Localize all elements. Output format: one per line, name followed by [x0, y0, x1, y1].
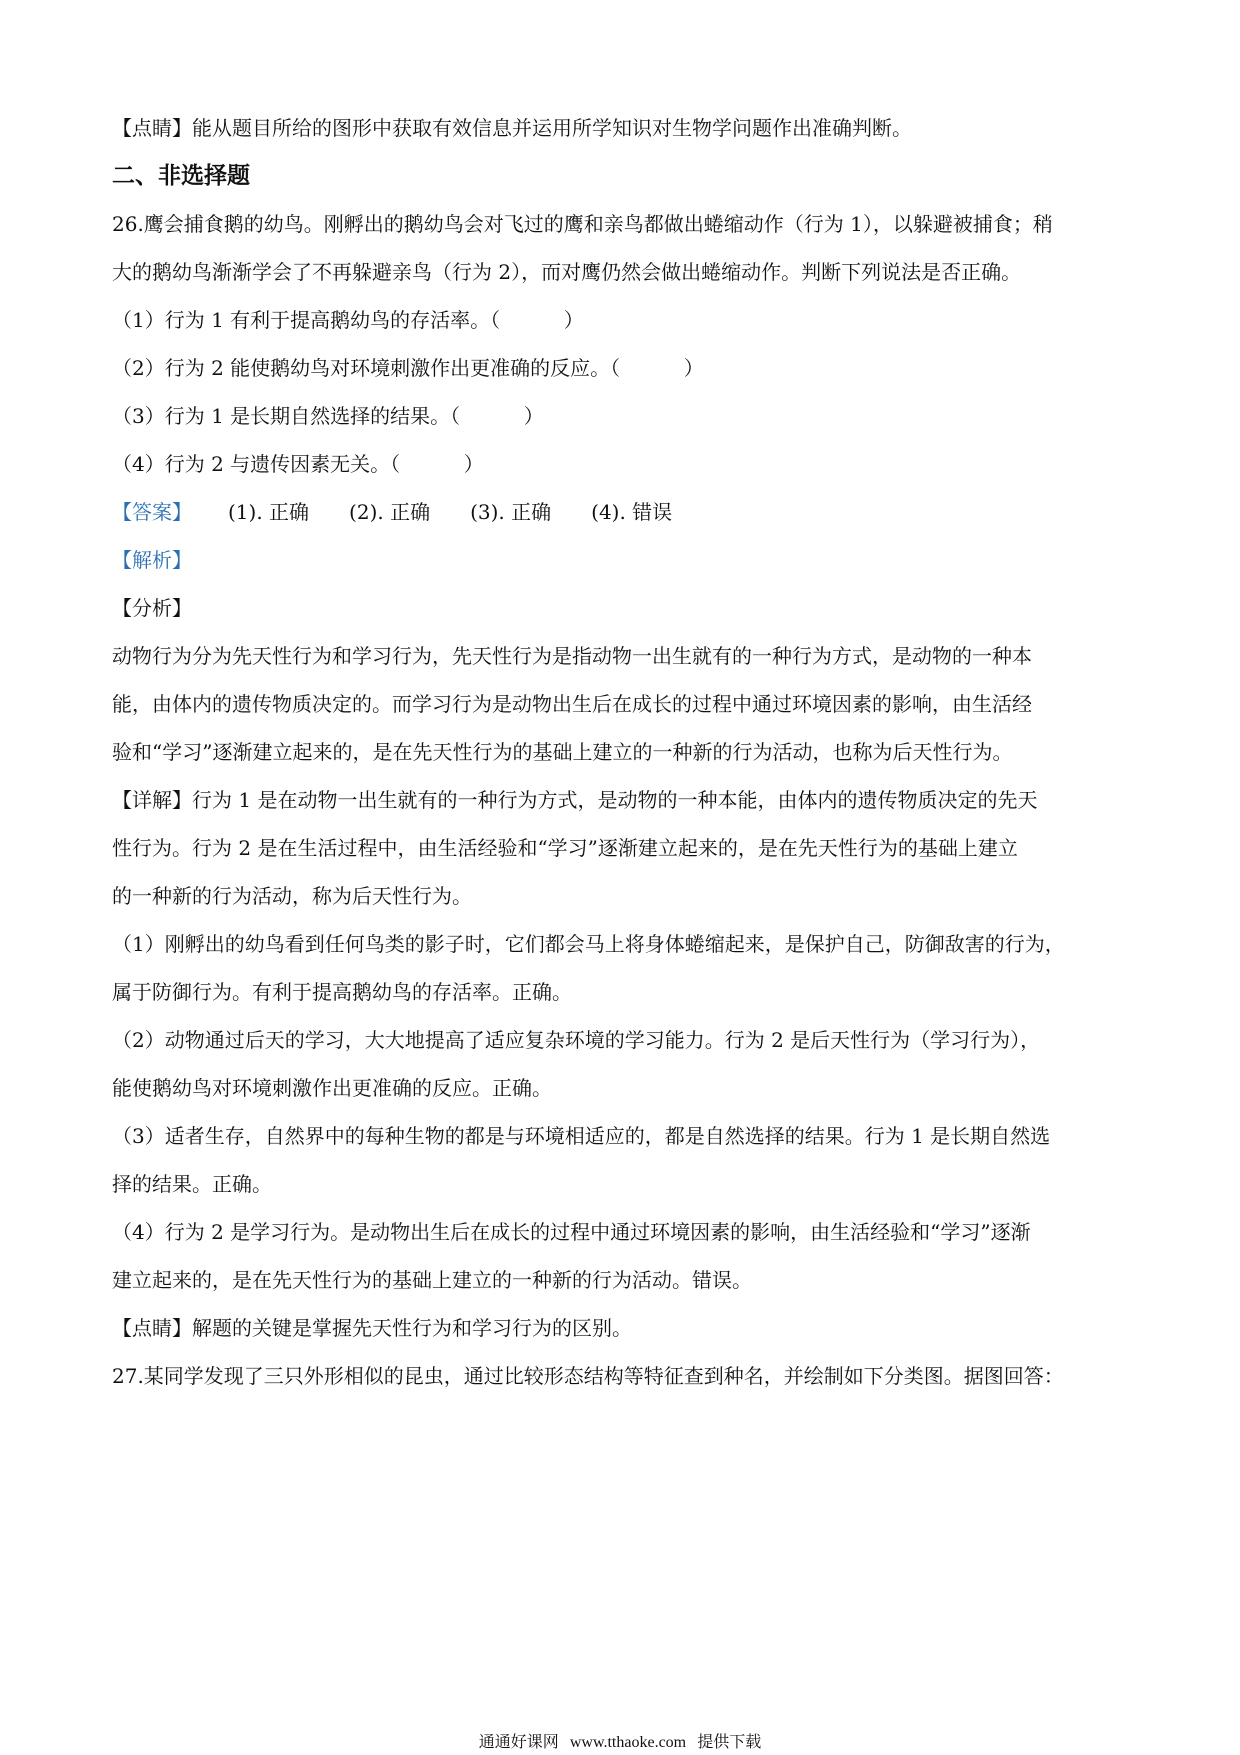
footer-brand: 通通好课网	[478, 1732, 559, 1751]
dianjing-2-tag: 【点睛】	[112, 1316, 192, 1340]
dianjing-2-paragraph	[112, 1304, 1130, 1352]
question-26-statement-2: （2）行为 2 能使鹅幼鸟对环境刺激作出更准确的反应。（ ）	[112, 356, 704, 380]
answer-row	[112, 488, 1130, 536]
detail-1-line-2: 属于防御行为。有利于提高鹅幼鸟的存活率。正确。	[112, 980, 572, 1004]
question-27: 27.某同学发现了三只外形相似的昆虫，通过比较形态结构等特征查到种名，并绘制如下分类图。据图回答：	[112, 1364, 1064, 1388]
dianjing-tag: 【点睛】	[112, 116, 192, 140]
question-26-statement-3: （3）行为 1 是长期自然选择的结果。（ ）	[112, 404, 544, 428]
answer-item-3: (3). 正确	[470, 500, 552, 524]
xiangjie-text-1: 行为 1 是在动物一出生就有的一种行为方式，是动物的一种本能，由体内的遗传物质决定的先天	[192, 788, 1038, 812]
xiangjie-line-1	[112, 776, 1130, 824]
answer-item-4: (4). 错误	[591, 500, 673, 524]
question-26-statement-1: （1）行为 1 有利于提高鹅幼鸟的存活率。（ ）	[112, 308, 584, 332]
dianjing-text: 能从题目所给的图形中获取有效信息并运用所学知识对生物学问题作出准确判断。	[192, 116, 912, 140]
jiexi-label: 【解析】	[112, 548, 192, 572]
xiangjie-line-2: 性行为。行为 2 是在生活过程中，由生活经验和“学习”逐渐建立起来的，是在先天性行为的基础上建立	[112, 836, 1018, 860]
fenxi-line-3: 验和“学习”逐渐建立起来的，是在先天性行为的基础上建立的一种新的行为活动，也称为后天性行为。	[112, 740, 1013, 764]
answer-item-1: (1). 正确	[228, 500, 310, 524]
detail-2-line-2: 能使鹅幼鸟对环境刺激作出更准确的反应。正确。	[112, 1076, 552, 1100]
document-content	[112, 104, 1130, 1400]
xiangjie-tag: 【详解】	[112, 788, 192, 812]
detail-4-line-2: 建立起来的，是在先天性行为的基础上建立的一种新的行为活动。错误。	[112, 1268, 752, 1292]
section-title: 二、非选择题	[112, 163, 250, 189]
footer-site-link[interactable]: www.tthaoke.com	[569, 1734, 687, 1751]
answer-label: 【答案】	[112, 500, 192, 524]
dianjing-2-text: 解题的关键是掌握先天性行为和学习行为的区别。	[192, 1316, 632, 1340]
fenxi-line-2: 能，由体内的遗传物质决定的。而学习行为是动物出生后在成长的过程中通过环境因素的影响，由生活经	[112, 692, 1032, 716]
page-footer	[0, 1730, 1240, 1755]
xiangjie-line-3: 的一种新的行为活动，称为后天性行为。	[112, 884, 472, 908]
fenxi-label: 【分析】	[112, 596, 192, 620]
detail-2-line-1: （2）动物通过后天的学习，大大地提高了适应复杂环境的学习能力。行为 2 是后天性行为（学习行为），	[112, 1028, 1041, 1052]
question-26-line-1: 26.鹰会捕食鹅的幼鸟。刚孵出的鹅幼鸟会对飞过的鹰和亲鸟都做出蜷缩动作（行为 1），以躲避被捕食；稍	[112, 212, 1053, 236]
answer-item-2: (2). 正确	[349, 500, 431, 524]
question-26-line-2: 大的鹅幼鸟渐渐学会了不再躲避亲鸟（行为 2），而对鹰仍然会做出蜷缩动作。判断下列说法是否正确。	[112, 260, 1022, 284]
dianjing-paragraph	[112, 104, 1130, 152]
fenxi-line-1: 动物行为分为先天性行为和学习行为，先天性行为是指动物一出生就有的一种行为方式，是动物的一种本	[112, 644, 1032, 668]
detail-4-line-1: （4）行为 2 是学习行为。是动物出生后在成长的过程中通过环境因素的影响，由生活经验和“学习”逐渐	[112, 1220, 1031, 1244]
footer-suffix: 提供下载	[697, 1732, 762, 1751]
detail-1-line-1: （1）刚孵出的幼鸟看到任何鸟类的影子时，它们都会马上将身体蜷缩起来，是保护自己，防御敌害的行为，	[112, 932, 1065, 956]
detail-3-line-1: （3）适者生存，自然界中的每种生物的都是与环境相适应的，都是自然选择的结果。行为 1 是长期自然选	[112, 1124, 1051, 1148]
question-26-statement-4: （4）行为 2 与遗传因素无关。（ ）	[112, 452, 484, 476]
detail-3-line-2: 择的结果。正确。	[112, 1172, 272, 1196]
